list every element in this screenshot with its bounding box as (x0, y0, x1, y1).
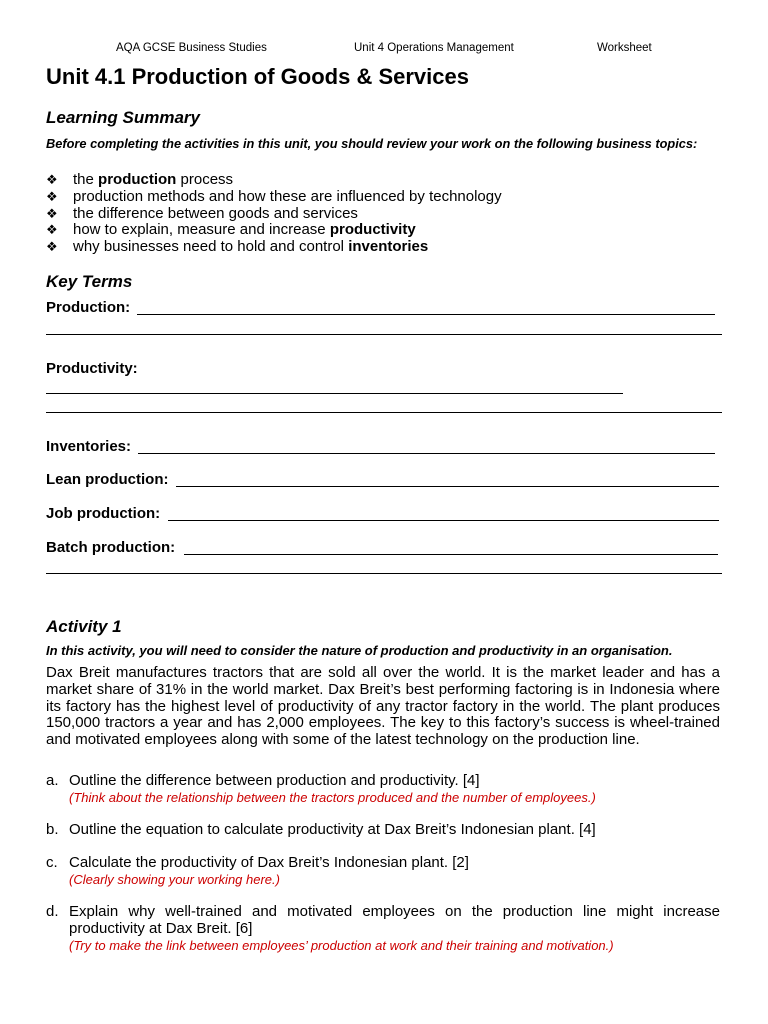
diamond-bullet-icon: ❖ (46, 172, 58, 187)
term-lean-production: Lean production: (46, 471, 169, 488)
topic-text: the (73, 171, 99, 188)
term-job-production: Job production: (46, 505, 161, 522)
job-production-answer-line[interactable] (168, 520, 719, 521)
term-productivity: Productivity: (46, 360, 138, 377)
topic-list (46, 172, 726, 256)
list-item (46, 239, 726, 256)
question-hint: (Try to make the link between employees’ production at work and their training and motivation.) (69, 937, 614, 953)
key-terms-heading: Key Terms (46, 272, 133, 291)
diamond-bullet-icon: ❖ (46, 188, 58, 204)
diamond-bullet-icon: ❖ (46, 205, 58, 221)
header-type: Worksheet (597, 42, 652, 54)
topic-text: the difference between goods and services (73, 204, 358, 222)
list-item (46, 189, 726, 206)
inventories-answer-line[interactable] (138, 453, 715, 454)
production-answer-line-2[interactable] (46, 334, 722, 335)
question-a (46, 773, 720, 806)
question-hint: (Think about the relationship between the tractors produced and the number of employees.) (69, 789, 596, 805)
productivity-answer-line[interactable] (46, 393, 623, 394)
question-d (46, 904, 720, 954)
case-study-paragraph: Dax Breit manufactures tractors that are sold all over the world. It is the market leader and has a market share of 31% in the world market. Dax Breit’s best performing factoring is in Indonesia where its factory has the highest level of productivity of any tractor factory in the world. The plant produces 150,000 tractors a year and has 2,000 employees. The key to this factory’s success is wheel-trained and motivated employees along with some of the latest technology on the production line. (46, 664, 720, 749)
list-item (46, 206, 726, 223)
topic-text: how to explain, measure and increase (73, 221, 330, 239)
question-text: Outline the difference between production and productivity. [4] (69, 772, 480, 789)
diamond-bullet-icon: ❖ (46, 222, 58, 238)
topic-keyword: production (98, 171, 177, 188)
activity-heading: Activity 1 (46, 617, 122, 636)
diamond-bullet-icon: ❖ (46, 239, 58, 255)
question-text: Explain why well-trained and motivated employees on the production line might increase productivity at Dax Breit. [6] (69, 903, 720, 937)
question-c (46, 855, 720, 888)
question-letter: b. (46, 821, 59, 838)
question-letter: a. (46, 772, 59, 789)
page-title: Unit 4.1 Production of Goods & Services (46, 64, 469, 89)
learning-summary-intro: Before completing the activities in this unit, you should review your work on the following business topics: (46, 136, 698, 151)
header-course: AQA GCSE Business Studies (116, 42, 267, 54)
question-text: Outline the equation to calculate productivity at Dax Breit’s Indonesian plant. [4] (69, 821, 596, 838)
question-letter: d. (46, 903, 59, 920)
topic-text: production methods and how these are influenced by technology (73, 187, 502, 205)
production-answer-line[interactable] (137, 314, 715, 315)
page-header (0, 42, 768, 56)
term-production: Production: (46, 299, 131, 316)
topic-keyword: productivity (329, 221, 416, 239)
topic-keyword: inventories (348, 238, 429, 256)
list-item (46, 172, 726, 189)
question-b (46, 822, 720, 839)
term-batch-production: Batch production: (46, 539, 176, 556)
term-inventories: Inventories: (46, 438, 132, 455)
header-unit: Unit 4 Operations Management (354, 42, 514, 54)
question-text: Calculate the productivity of Dax Breit’s Indonesian plant. [2] (69, 854, 469, 871)
batch-production-answer-line-2[interactable] (46, 573, 722, 574)
topic-text: why businesses need to hold and control (73, 238, 349, 256)
lean-production-answer-line[interactable] (176, 486, 719, 487)
topic-text: process (176, 171, 234, 188)
learning-summary-heading: Learning Summary (46, 108, 200, 127)
question-hint: (Clearly showing your working here.) (69, 871, 280, 887)
activity-intro: In this activity, you will need to consider the nature of production and productivity in an organisation. (46, 643, 673, 658)
question-letter: c. (46, 854, 58, 871)
list-item (46, 222, 726, 239)
batch-production-answer-line[interactable] (184, 554, 718, 555)
productivity-answer-line-2[interactable] (46, 412, 722, 413)
